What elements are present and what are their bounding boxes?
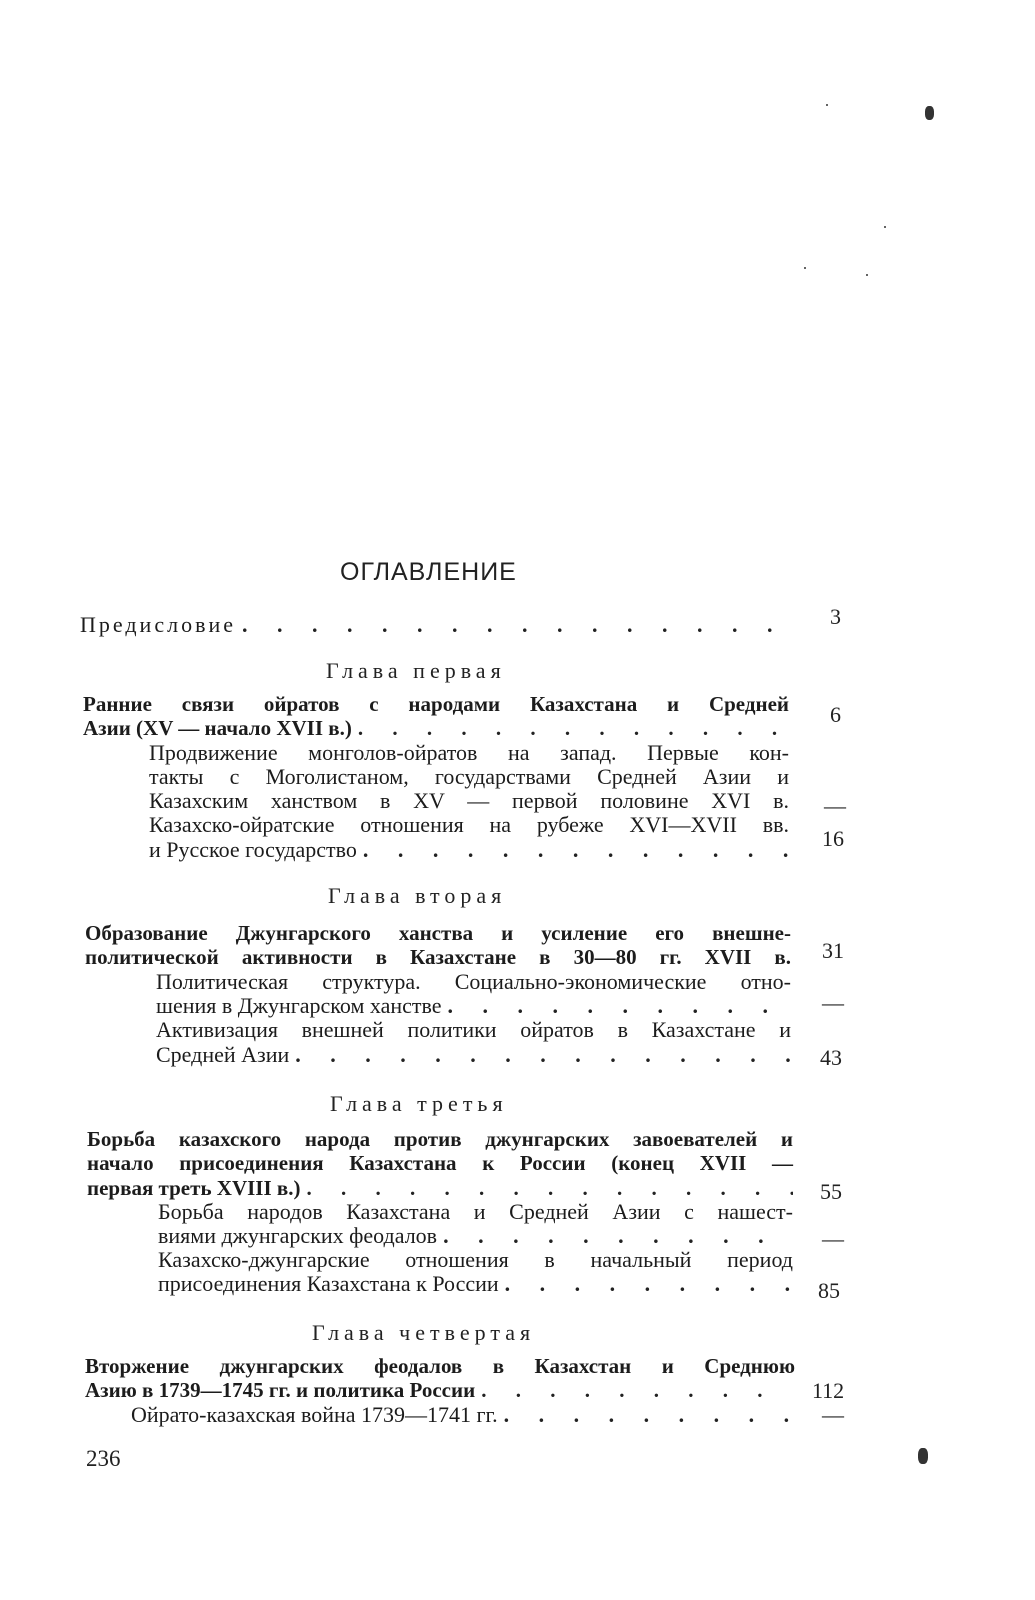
section-line: Средней Азии (156, 1042, 290, 1067)
section-line: шения в Джунгарском ханстве (156, 993, 442, 1018)
chapter-heading: Глава четвертая (312, 1320, 536, 1345)
toc-entry-section[interactable] (149, 838, 789, 862)
section-line: Политическая структура. Социально-экономические отно- (156, 969, 791, 994)
section-line: Активизация внешней политики ойратов в Казахстане и (156, 1017, 791, 1042)
section-page: — (824, 793, 846, 818)
toc-title: ОГЛАВЛЕНИЕ (340, 558, 517, 586)
chapter-page: 31 (822, 938, 844, 963)
toc-entry-section[interactable] (158, 1224, 793, 1248)
chapter-page: 112 (812, 1378, 845, 1403)
preface-page: 3 (830, 604, 841, 629)
chapter-title-line: Борьба казахского народа против джунгарских завоевателей и (87, 1127, 793, 1151)
toc-entry-chapter-3[interactable] (87, 1176, 793, 1200)
chapter-title-line: Образование Джунгарского ханства и усиление его внешне- (85, 921, 791, 945)
section-line: присоединения Казахстана к России (158, 1271, 499, 1296)
leader-dots (236, 613, 790, 637)
section-line: Продвижение монголов-ойратов на запад. Первые кон- (149, 740, 789, 765)
toc-entry-section[interactable] (158, 1272, 793, 1296)
section-page: 85 (818, 1278, 840, 1303)
section-page: 16 (822, 826, 844, 851)
chapter-title-line: Ранние связи ойратов с народами Казахстана и Средней (83, 692, 789, 716)
toc-entry-section[interactable] (156, 1043, 791, 1067)
toc-entry-chapter-1[interactable] (83, 716, 789, 740)
chapter-title-line: начало присоединения Казахстана к России (конец XVII — (87, 1151, 793, 1175)
leader-dots (352, 716, 789, 740)
chapter-title-line: Азию в 1739—1745 гг. и политика России (85, 1378, 476, 1402)
section-line: Казахско-ойратские отношения на рубеже XVI—XVII вв. (149, 812, 789, 837)
section-page: — (822, 1402, 844, 1427)
toc-entry-chapter-4[interactable] (85, 1378, 791, 1402)
section-line: такты с Моголистаном, государствами Средней Азии и (149, 764, 789, 789)
leader-dots (357, 838, 789, 862)
chapter-page: 55 (820, 1179, 842, 1204)
toc-entry-preface[interactable] (80, 613, 790, 637)
section-page: 43 (820, 1045, 842, 1070)
chapter-title-line: политической активности в Казахстане в 30—80 гг. XVII в. (85, 945, 791, 969)
leader-dots (475, 1378, 791, 1402)
section-line: и Русское государство (149, 837, 357, 862)
section-page: — (822, 1226, 844, 1251)
toc-entry-section[interactable] (156, 994, 791, 1018)
chapter-heading: Глава вторая (328, 883, 507, 908)
section-page: — (822, 990, 844, 1015)
preface-label: Предисловие (80, 612, 236, 637)
chapter-page: 6 (830, 702, 841, 727)
chapter-title-line: Вторжение джунгарских феодалов в Казахстан и Среднюю (85, 1354, 795, 1378)
leader-dots (498, 1403, 791, 1427)
leader-dots (499, 1272, 793, 1296)
chapter-heading: Глава третья (330, 1091, 508, 1116)
page-number: 236 (86, 1446, 121, 1471)
toc-entry-section[interactable] (131, 1403, 791, 1427)
leader-dots (442, 994, 791, 1018)
section-line: Казахским ханством в XV — первой половине XVI в. (149, 788, 789, 813)
leader-dots (289, 1043, 791, 1067)
leader-dots (300, 1176, 793, 1200)
chapter-title-line: Азии (XV — начало XVII в.) (83, 716, 352, 740)
chapter-title-line: первая треть XVIII в.) (87, 1176, 301, 1200)
chapter-heading: Глава первая (326, 658, 506, 683)
leader-dots (437, 1224, 793, 1248)
section-line: Борьба народов Казахстана и Средней Азии с нашест- (158, 1199, 793, 1224)
section-line: Ойрато-казахская война 1739—1741 гг. (131, 1402, 498, 1427)
section-line: Казахско-джунгарские отношения в начальный период (158, 1247, 793, 1272)
section-line: виями джунгарских феодалов (158, 1223, 438, 1248)
